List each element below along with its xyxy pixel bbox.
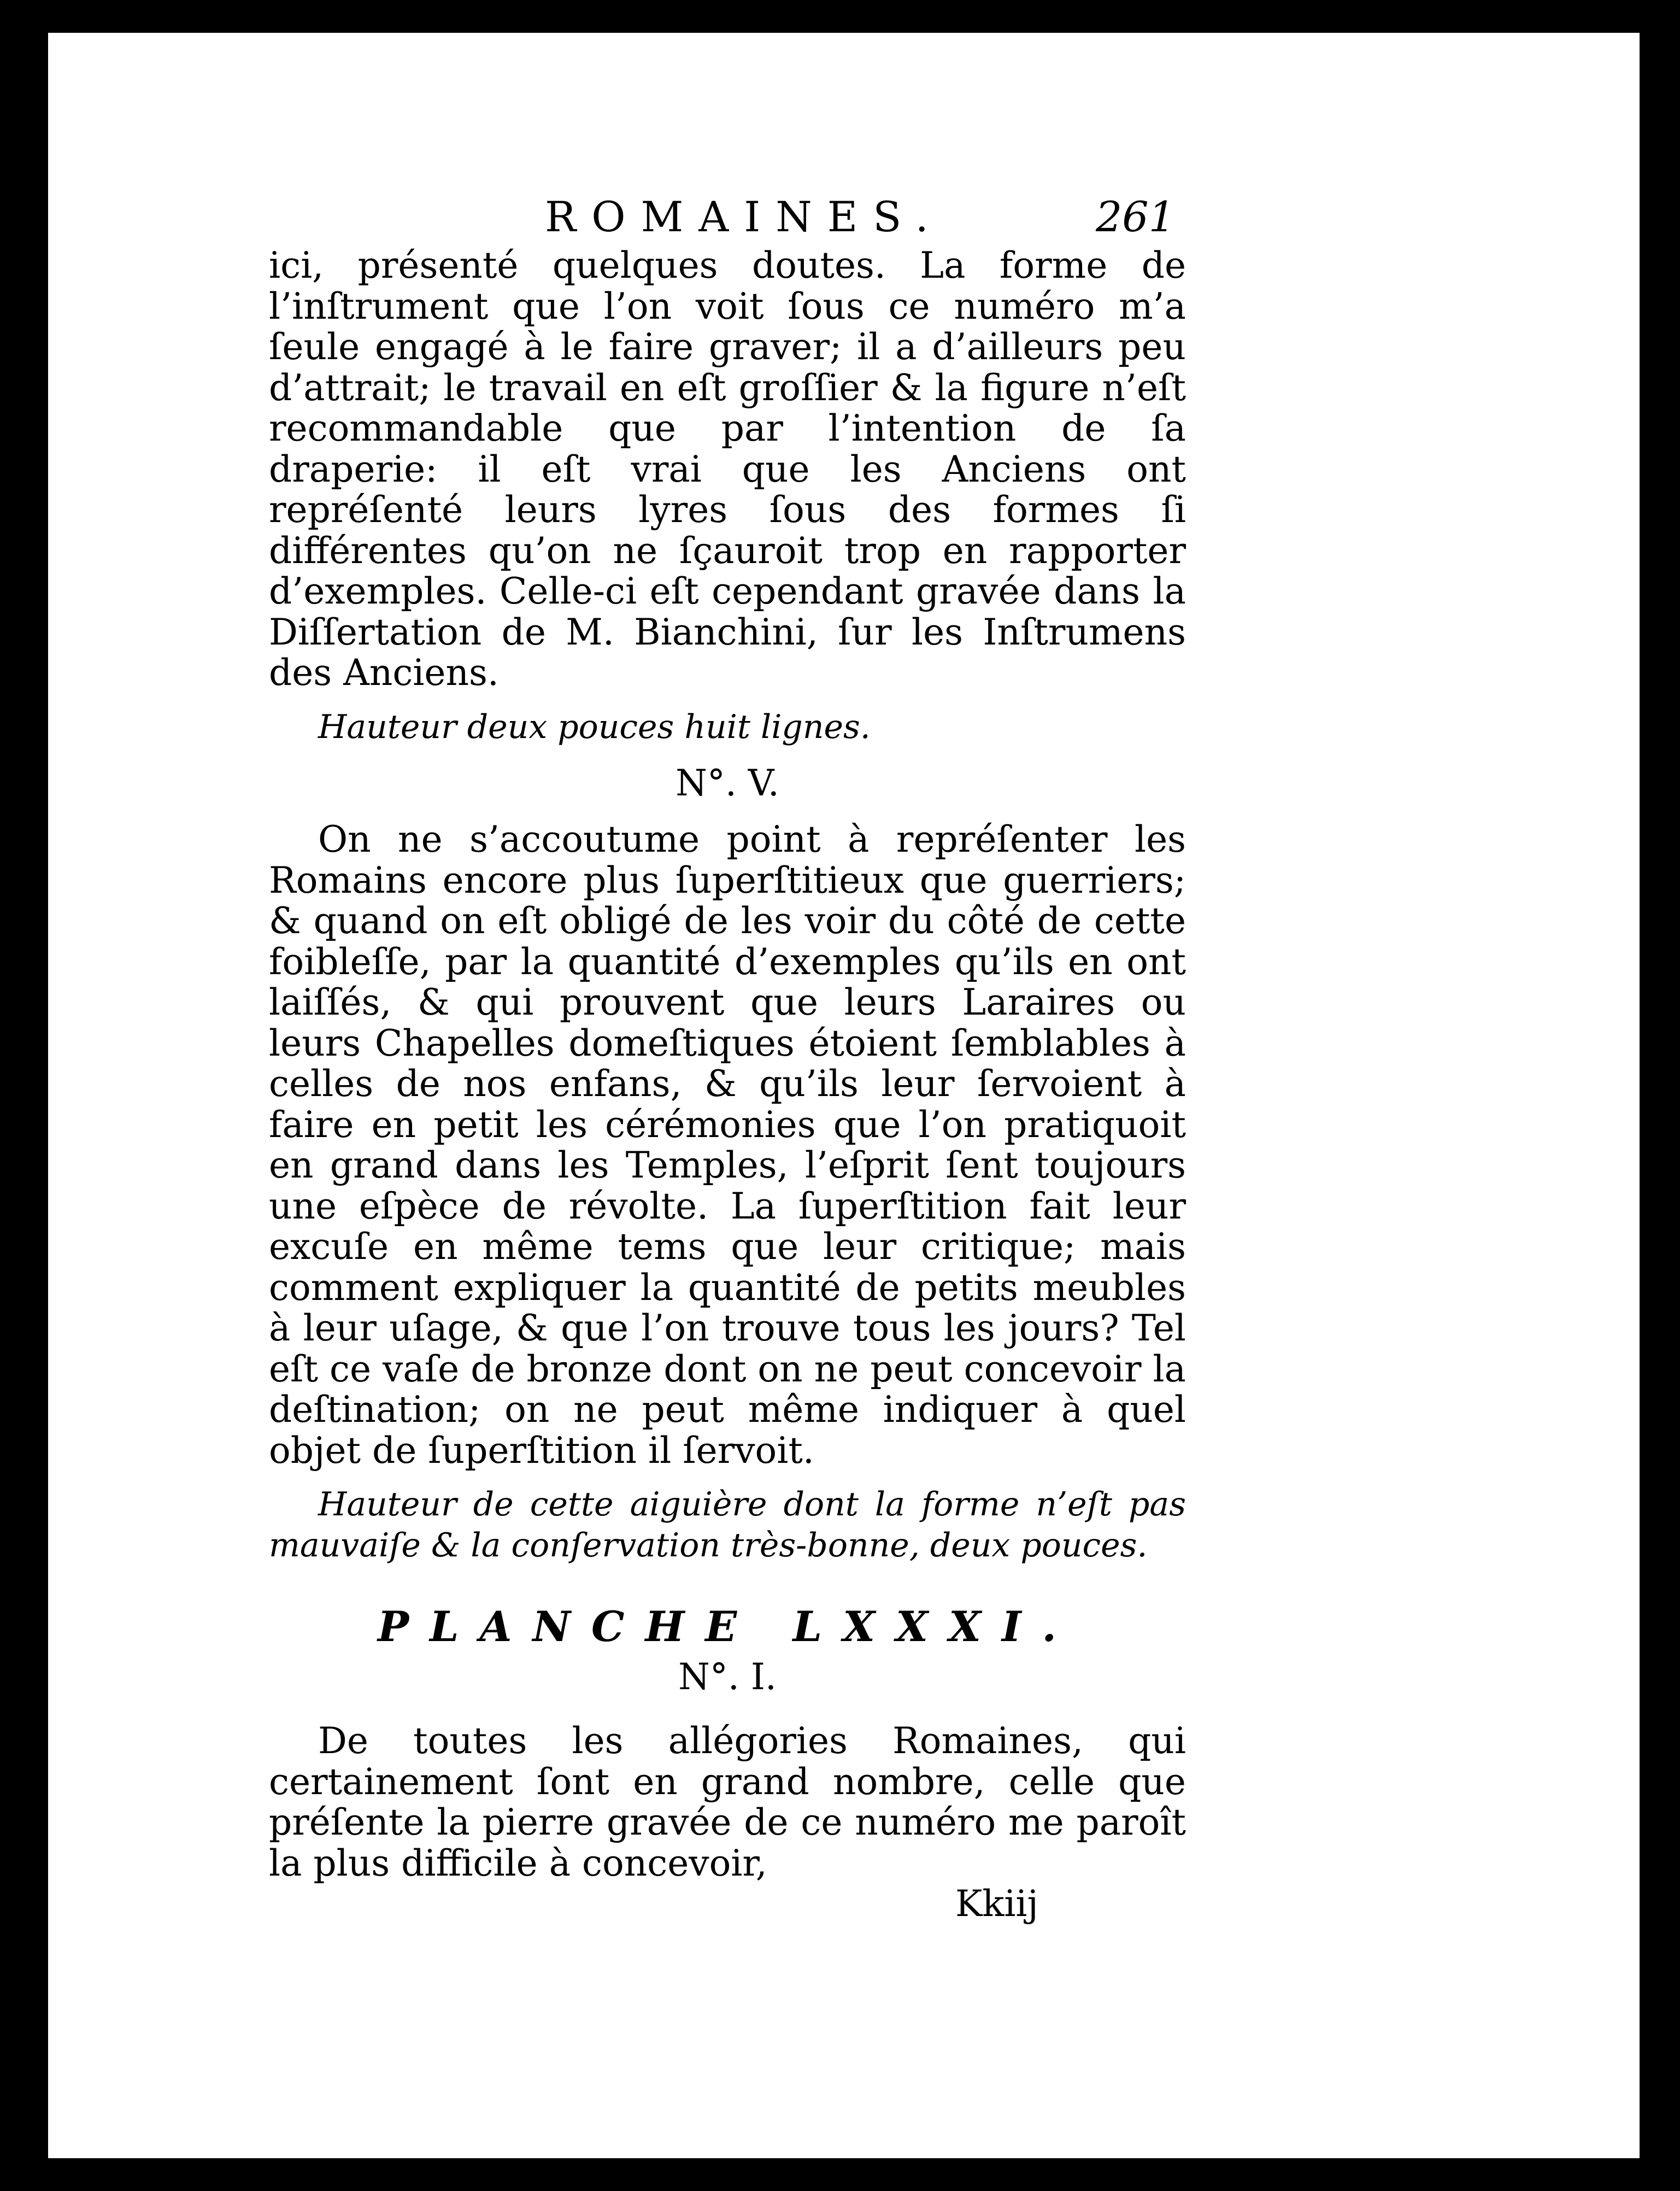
running-head — [269, 194, 1186, 240]
measurement-note: Hauteur de cette aiguière dont la forme n’eſt pas mauvaiſe & la conſervation très-bonne, deux pouces. — [269, 1485, 1186, 1565]
paragraph-continued: ici, présenté quelques doutes. La forme de l’inſtrument que l’on voit ſous ce numéro m’a ſeule engagé à le faire graver; il a d’ailleurs peu d’attrait; le travail en eſt groſſier & la figure n’eſt recommandable que par l’intention de ſa draperie: il eſt vrai que les Anciens ont repréſenté leurs lyres ſous des formes ſi différentes qu’on ne ſçauroit trop en rapporter d’exemples. Celle-ci eſt cependant gravée dans la Diſſertation de M. Bianchini, ſur les Inſtrumens des Anciens. — [269, 244, 1186, 694]
plate-heading: PLANCHE LXXXI. — [377, 1602, 1078, 1651]
page-edge-shadow — [1645, 11, 1678, 2176]
section-number: N°. I. — [678, 1656, 777, 1698]
section-number: N°. V. — [675, 762, 779, 804]
text-block — [269, 194, 1186, 1924]
paragraph: De toutes les allégories Romaines, qui certainement ſont en grand nombre, celle que préſente la pierre gravée de ce numéro me paroît la plus difficile à concevoir, — [269, 1720, 1186, 1884]
running-title: ROMAINES. — [545, 192, 944, 241]
page-number: 261 — [1095, 192, 1175, 241]
measurement-note: Hauteur deux pouces huit lignes. — [318, 707, 871, 746]
signature-mark: Kkiij — [955, 1883, 1038, 1925]
paragraph: On ne s’accoutume point à repréſenter les Romains encore plus ſuperſtitieux que guerriers; & quand on eſt obligé de les voir du côté de cette foibleſſe, par la quantité d’exemples qu’ils en ont laiſſés, & qui prouvent que leurs Laraires ou leurs Chapelles domeſtiques étoient ſemblables à celles de nos enfans, & qu’ils leur ſervoient à faire en petit les cérémonies que l’on pratiquoit en grand dans les Temples, l’eſprit ſent toujours une eſpèce de révolte. La ſuperſtition fait leur excuſe en même tems que leur critique; mais comment expliquer la quantité de petits meubles à leur uſage, & que l’on trouve tous les jours? Tel eſt ce vaſe de bronze dont on ne peut concevoir la deſtination; on ne peut même indiquer à quel objet de ſuperſtition il ſervoit. — [269, 818, 1186, 1472]
